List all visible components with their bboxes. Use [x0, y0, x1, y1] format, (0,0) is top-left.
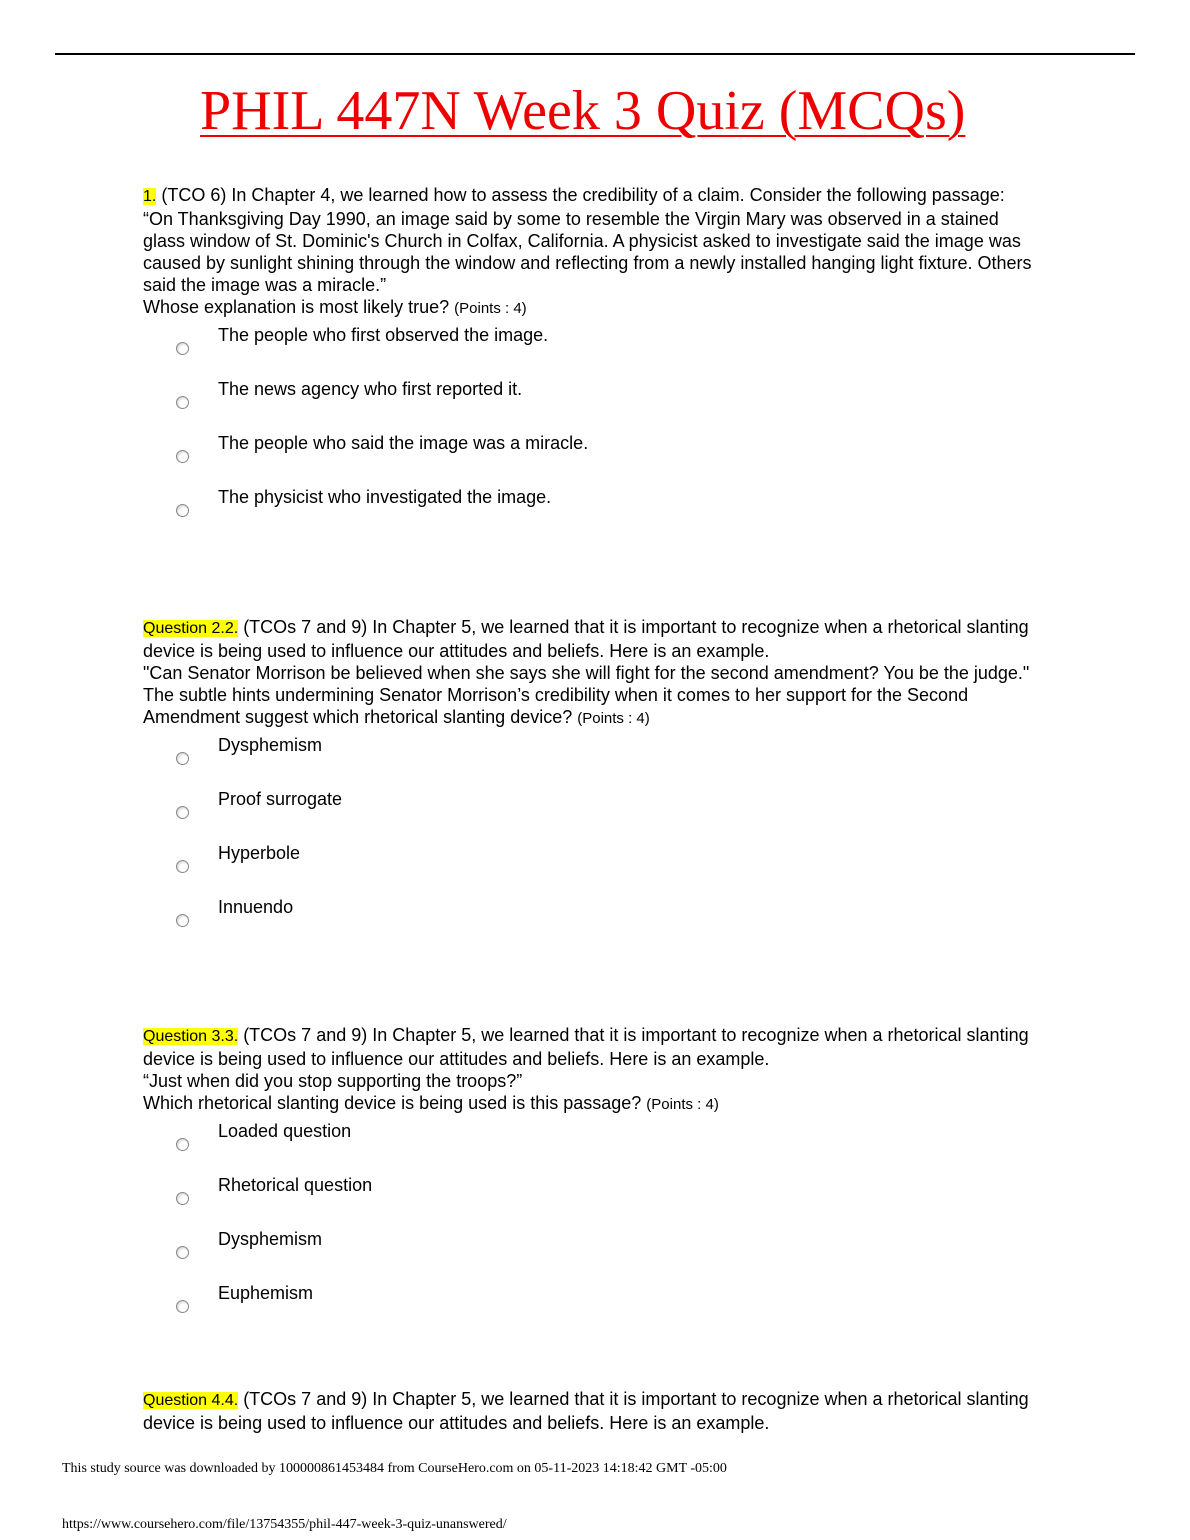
question-3: [143, 1024, 1043, 1336]
page-title: PHIL 447N Week 3 Quiz (MCQs): [200, 80, 966, 142]
question-2-option-a[interactable]: [143, 734, 1043, 788]
option-label: Proof surrogate: [218, 789, 343, 809]
question-1: [143, 184, 1043, 540]
question-1-prompt: (TCO 6) In Chapter 4, we learned how to assess the credibility of a claim. Consider the following passage:: [161, 185, 1005, 205]
question-2-options: [143, 734, 1043, 950]
question-3-points: (Points : 4): [646, 1096, 719, 1113]
option-label: The news agency who first reported it.: [218, 379, 523, 399]
radio-button-icon[interactable]: [176, 914, 189, 927]
question-2-passage: "Can Senator Morrison be believed when she says she will fight for the second amendment? You be the judge.": [143, 663, 1030, 683]
radio-button-icon[interactable]: [176, 1192, 189, 1205]
question-2-prompt: (TCOs 7 and 9) In Chapter 5, we learned that it is important to recognize when a rhetorical slanting device is being used to influence our attitudes and beliefs. Here is an example.: [143, 617, 1029, 661]
question-1-number: 1.: [143, 188, 157, 205]
radio-button-icon[interactable]: [176, 1246, 189, 1259]
question-3-options: [143, 1120, 1043, 1336]
question-4-prompt: (TCOs 7 and 9) In Chapter 5, we learned that it is important to recognize when a rhetorical slanting device is being used to influence our attitudes and beliefs. Here is an example.: [143, 1389, 1029, 1433]
question-2-option-d[interactable]: [143, 896, 1043, 950]
question-3-prompt: (TCOs 7 and 9) In Chapter 5, we learned that it is important to recognize when a rhetorical slanting device is being used to influence our attitudes and beliefs. Here is an example.: [143, 1025, 1029, 1069]
option-label: Dysphemism: [218, 735, 323, 755]
question-2-ask-line: [143, 684, 1043, 730]
question-2: [143, 616, 1043, 950]
question-3-stem: [143, 1024, 1043, 1070]
question-2-number: Question 2.2.: [143, 620, 239, 637]
question-3-ask: Which rhetorical slanting device is being used is this passage?: [143, 1093, 642, 1113]
radio-button-icon[interactable]: [176, 504, 189, 517]
option-label: The physicist who investigated the image.: [218, 487, 552, 507]
option-label: Loaded question: [218, 1121, 352, 1141]
radio-button-icon[interactable]: [176, 860, 189, 873]
option-label: Hyperbole: [218, 843, 301, 863]
option-label: Dysphemism: [218, 1229, 323, 1249]
top-rule: [55, 53, 1135, 55]
question-1-option-a[interactable]: [143, 324, 1043, 378]
question-1-option-b[interactable]: [143, 378, 1043, 432]
option-label: The people who said the image was a miracle.: [218, 433, 589, 453]
question-4: [143, 1388, 1043, 1434]
question-2-stem: [143, 616, 1043, 662]
footer-url[interactable]: https://www.coursehero.com/file/13754355/phil-447-week-3-quiz-unanswered/: [62, 1517, 507, 1532]
question-3-number: Question 3.3.: [143, 1028, 239, 1045]
question-2-ask: The subtle hints undermining Senator Morrison’s credibility when it comes to her support for the Second Amendment suggest which rhetorical slanting device?: [143, 685, 969, 727]
question-1-stem: [143, 184, 1043, 208]
radio-button-icon[interactable]: [176, 342, 189, 355]
question-1-option-d[interactable]: [143, 486, 1043, 540]
option-label: The people who first observed the image.: [218, 325, 549, 345]
question-2-option-b[interactable]: [143, 788, 1043, 842]
question-2-points: (Points : 4): [577, 710, 650, 727]
question-1-options: [143, 324, 1043, 540]
question-1-ask-line: [143, 296, 1043, 320]
question-1-points: (Points : 4): [454, 300, 527, 317]
question-1-passage: “On Thanksgiving Day 1990, an image said by some to resemble the Virgin Mary was observed in a stained glass window of St. Dominic's Church in Colfax, California. A physicist asked to investigate said the image was caused by sunlight shining through the window and reflecting from a newly installed hanging light fixture. Others said the image was a miracle.”: [143, 209, 1032, 295]
question-4-stem: [143, 1388, 1043, 1434]
radio-button-icon[interactable]: [176, 1138, 189, 1151]
question-3-option-d[interactable]: [143, 1282, 1043, 1336]
question-3-option-c[interactable]: [143, 1228, 1043, 1282]
question-3-option-b[interactable]: [143, 1174, 1043, 1228]
question-1-ask: Whose explanation is most likely true?: [143, 297, 450, 317]
footer-source-notice: This study source was downloaded by 100000861453484 from CourseHero.com on 05-11-2023 14:18:42 GMT -05:00: [62, 1461, 727, 1476]
question-3-ask-line: [143, 1092, 1043, 1116]
radio-button-icon[interactable]: [176, 1300, 189, 1313]
radio-button-icon[interactable]: [176, 396, 189, 409]
radio-button-icon[interactable]: [176, 450, 189, 463]
option-label: Euphemism: [218, 1283, 314, 1303]
question-1-option-c[interactable]: [143, 432, 1043, 486]
option-label: Rhetorical question: [218, 1175, 373, 1195]
option-label: Innuendo: [218, 897, 294, 917]
question-3-passage: “Just when did you stop supporting the troops?”: [143, 1071, 523, 1091]
question-3-option-a[interactable]: [143, 1120, 1043, 1174]
radio-button-icon[interactable]: [176, 752, 189, 765]
question-4-number: Question 4.4.: [143, 1392, 239, 1409]
question-2-option-c[interactable]: [143, 842, 1043, 896]
radio-button-icon[interactable]: [176, 806, 189, 819]
